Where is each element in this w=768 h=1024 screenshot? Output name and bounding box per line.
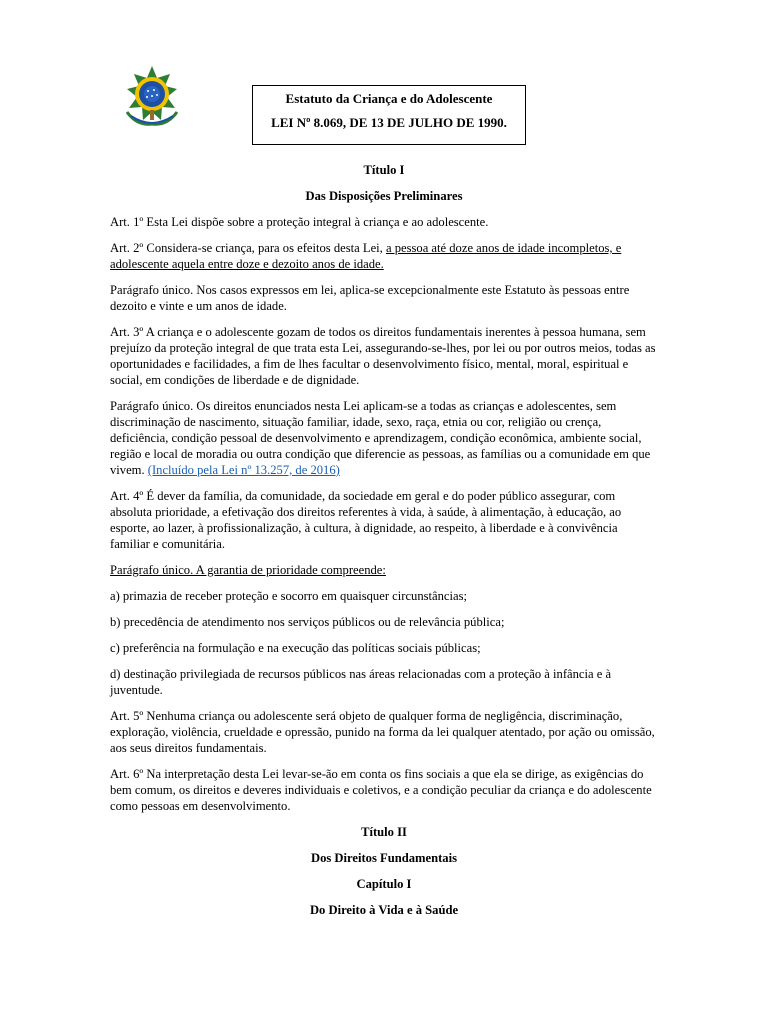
sole-paragraph-2	[110, 398, 658, 478]
article-3: Art. 3º A criança e o adolescente gozam de todos os direitos fundamentais inerentes à pessoa humana, sem prejuízo da proteção integral de que trata esta Lei, assegurando-se-lhes, por lei ou por outros meios, todas as oportunidades e facilidades, a fim de lhes facultar o desenvolvimento físico, mental, moral, espiritual e social, em condições de liberdade e de dignidade.	[110, 325, 656, 387]
item-a: a) primazia de receber proteção e socorro em quaisquer circunstâncias;	[110, 589, 467, 603]
article-5: Art. 5º Nenhuma criança ou adolescente será objeto de qualquer forma de negligência, discriminação, exploração, violência, crueldade e opressão, punido na forma da lei qualquer atentado, por ação ou omissão, aos seus direitos fundamentais.	[110, 709, 655, 755]
chapter-1-subheading: Do Direito à Vida e à Saúde	[309, 903, 459, 917]
sole-paragraph-2-text: Parágrafo único. Os direitos enunciados nesta Lei aplicam-se a todas as crianças e adolescentes, sem discriminação de nascimento, situação familiar, idade, sexo, raça, etnia ou cor, religião ou crença, deficiência, condição pessoal de desenvolvimento e aprendizagem, condição econômica, ambiente social, região e local de moradia ou outra condição que diferencie as pessoas, as famílias ou a comunidade em que vivem.	[110, 399, 651, 477]
law-number: LEI Nº 8.069, DE 13 DE JULHO DE 1990.	[271, 115, 507, 130]
law-text	[110, 162, 658, 928]
title-subheading: Das Disposições Preliminares	[305, 189, 463, 203]
title-heading: Título I	[363, 163, 405, 177]
article-2	[110, 240, 658, 272]
article-4: Art. 4º É dever da família, da comunidade, da sociedade em geral e do poder público assegurar, com absoluta prioridade, a efetivação dos direitos referentes à vida, à saúde, à alimentação, à educação, ao esporte, ao lazer, à profissionalização, à cultura, à dignidade, ao respeito, à liberdade e à convivência familiar e comunitária.	[110, 489, 622, 551]
article-6: Art. 6º Na interpretação desta Lei levar-se-ão em conta os fins sociais a que ela se dirige, as exigências do bem comum, os direitos e deveres individuais e coletivos, e a condição peculiar da criança e do adolescente como pessoas em desenvolvimento.	[110, 767, 652, 813]
item-c: c) preferência na formulação e na execução das políticas sociais públicas;	[110, 641, 481, 655]
sole-paragraph-3: Parágrafo único. A garantia de prioridade compreende:	[110, 563, 386, 577]
title-2-subheading: Dos Direitos Fundamentais	[310, 851, 457, 865]
statute-title: Estatuto da Criança e do Adolescente	[285, 91, 493, 106]
article-2-text: Art. 2º Considera-se criança, para os efeitos desta Lei,	[110, 241, 386, 255]
article-1: Art. 1º Esta Lei dispõe sobre a proteção integral à criança e ao adolescente.	[110, 215, 489, 229]
sole-paragraph-1: Parágrafo único. Nos casos expressos em lei, aplica-se excepcionalmente este Estatuto às pessoas entre dezoito e vinte e um anos de idade.	[110, 283, 630, 313]
title-2-heading: Título II	[361, 825, 407, 839]
included-by-law-link[interactable]: (Incluído pela Lei nº 13.257, de 2016)	[147, 463, 340, 477]
article-2-underlined: a pessoa até doze anos de idade incompletos, e adolescente aquela entre doze e dezoito anos de idade.	[110, 241, 622, 271]
chapter-1-heading: Capítulo I	[356, 877, 412, 891]
law-title-box	[252, 85, 526, 145]
item-d: d) destinação privilegiada de recursos públicos nas áreas relacionadas com a proteção à infância e à juventude.	[110, 667, 612, 697]
item-b: b) precedência de atendimento nos serviços públicos ou de relevância pública;	[110, 615, 505, 629]
brazil-coat-of-arms-icon	[117, 64, 187, 134]
